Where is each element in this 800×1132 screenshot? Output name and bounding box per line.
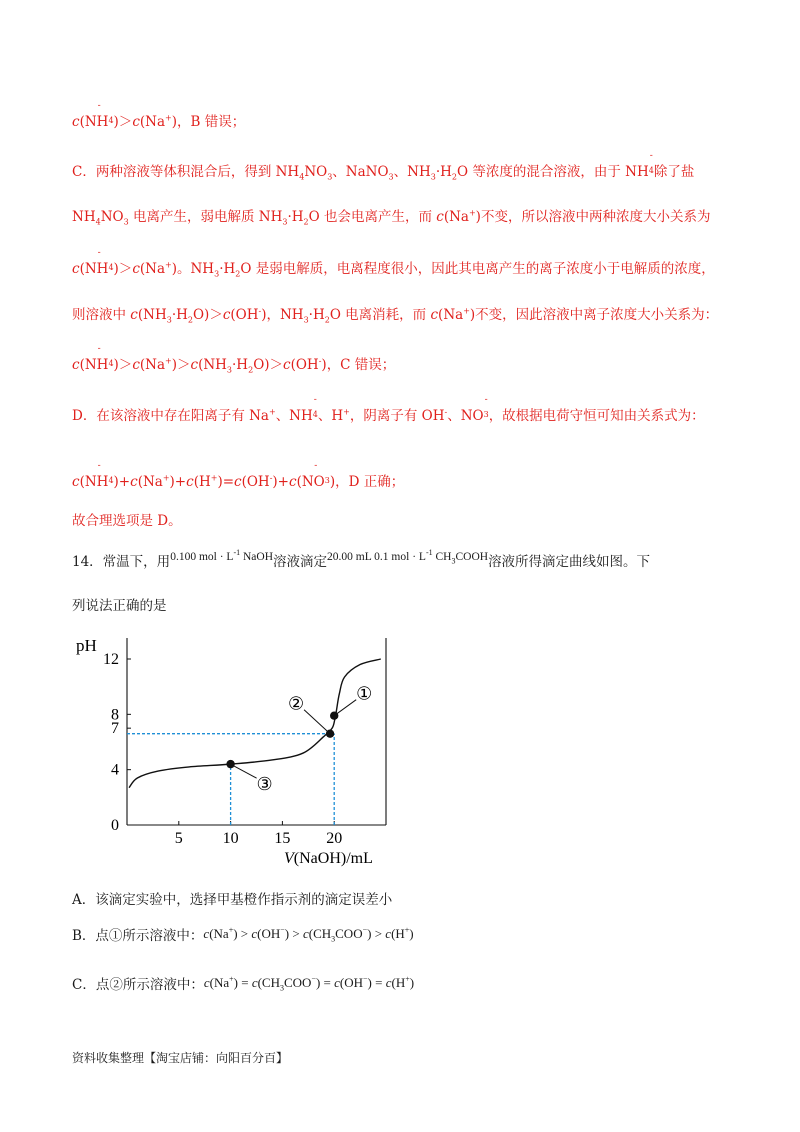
- x-tick-label: 5: [174, 830, 183, 847]
- marked-points: [226, 684, 372, 794]
- titration-chart: [70, 630, 400, 870]
- option-a: A．该滴定实验中，选择甲基橙作指示剂的滴定误差小: [72, 892, 393, 908]
- part-c-line-4: 则溶液中 $c(NH_3\cdot H_2O)>c(OH^-)$，$NH_3\cdot H_2O$ 电离消耗，而 c(Na+)不变，因此溶液中离子浓度大小关系为：: [72, 306, 719, 325]
- point-marker: [330, 712, 338, 720]
- y-tick-label: 0: [111, 817, 119, 834]
- point-leader: [304, 710, 330, 734]
- y-axis-label: pH: [76, 636, 97, 655]
- question-14-line-2: 列说法正确的是: [72, 598, 167, 614]
- point-marker: [226, 760, 234, 768]
- part-d-line-1: D．在该溶液中存在阳离子有 Na+、$NH^4$ - 、H+，阴离子有 OH-、$NO^3$ - ，故根据电荷守恒可知由关系式为：: [72, 395, 705, 424]
- point-label: ②: [287, 693, 305, 714]
- question-14-line-1: 14．常温下，用0.100 mol · $L^{-1}$ NaOH溶液滴定20.00 mL 0.1 mol · $L^{-1}$ $CH_3COOH$溶液所得滴定曲线如图。下: [72, 548, 651, 570]
- part-c-line-5: $c(NH^4$ - )$>c(Na^+)>c(NH_3\cdot H_2O)>c(OH^-)$，C 错误；: [72, 344, 396, 375]
- titration-curve: [129, 659, 381, 788]
- guide-lines: [127, 734, 334, 825]
- axes: [127, 638, 386, 825]
- x-tick-label: 20: [326, 830, 343, 847]
- y-tick-label: 7: [111, 720, 119, 738]
- part-d-line-2: $c(NH^4$ - )$+c(Na^+)+c(H^+)=c(OH^-)+c(NO^3$ - )，D 正确；: [72, 461, 405, 490]
- point-label: ③: [256, 774, 273, 795]
- option-b: B．点①所示溶液中：$c(Na^+) > c(OH^-) > c(CH_3COO^-) > c(H^+)$: [72, 925, 414, 944]
- y-tick-label: 8: [111, 706, 119, 724]
- part-c-line-1: C．两种溶液等体积混合后，得到 $NH_4NO_3$、NaNO$_3$、$NH_3\cdot H_2O$ 等浓度的混合溶液，由于 $NH^4$ - 除了盐: [72, 151, 695, 182]
- part-b-conclusion: $c(NH^4$ - )＞c(Na+)，B 错误；: [72, 101, 246, 130]
- option-c: C．点②所示溶液中：$c(Na^+) = c(CH_3COO^-) = c(OH^-) = c(H^+)$: [72, 974, 415, 993]
- x-axis-label: V(NaOH)/mL: [284, 850, 373, 867]
- x-tick-label: 15: [274, 830, 291, 847]
- part-c-line-2: $NH_4NO_3$ 电离产生，弱电解质 $NH_3\cdot H_2O$ 也会电离产生，而 c(Na+)不变，所以溶液中两种浓度大小关系为: [72, 208, 711, 227]
- point-leader: [231, 764, 257, 778]
- footer-source: 资料收集整理【淘宝店铺：向阳百分百】: [72, 1051, 289, 1065]
- part-d-line-3: 故合理选项是 D。: [72, 513, 182, 529]
- point-label: ①: [356, 683, 373, 704]
- x-tick-label: 10: [222, 830, 239, 847]
- y-tick-label: 4: [111, 761, 119, 779]
- part-c-line-3: $c(NH^4$ - )＞c(Na+)。$NH_3\cdot H_2O$ 是弱电解质，电离程度很小，因此其电离产生的离子浓度小于电解质的浓度，: [72, 248, 715, 279]
- y-tick-label: 12: [103, 651, 119, 668]
